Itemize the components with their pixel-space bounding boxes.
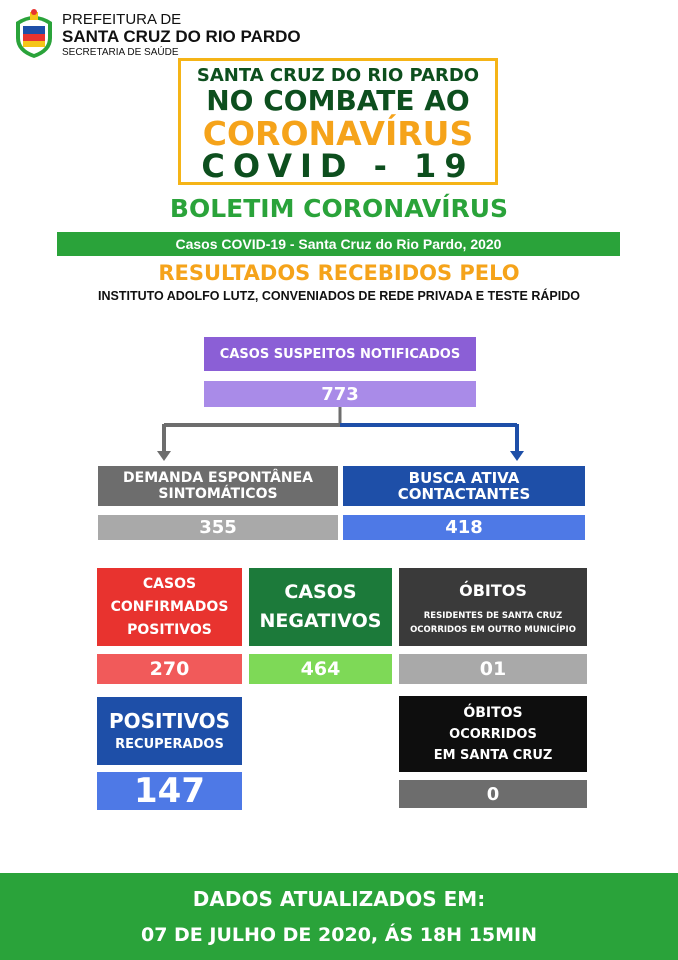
- confirmed-card: [97, 568, 242, 646]
- campaign-title-box: [178, 58, 498, 185]
- title-coronavirus: CORONAVÍRUS: [202, 114, 474, 153]
- deaths-local-card: [399, 696, 587, 772]
- header-secretaria: SECRETARIA DE SAÚDE: [62, 47, 179, 58]
- deaths-other-card: [399, 568, 587, 646]
- header-prefeitura: PREFEITURA DE: [62, 11, 182, 28]
- negative-line2: NEGATIVOS: [259, 610, 382, 632]
- title-covid: COVID - 19: [201, 147, 475, 185]
- deaths-other-line1: ÓBITOS: [459, 580, 527, 600]
- footer-updated-label: DADOS ATUALIZADOS EM:: [192, 886, 486, 911]
- suspects-label: CASOS SUSPEITOS NOTIFICADOS: [204, 337, 476, 371]
- results-subtitle: INSTITUTO ADOLFO LUTZ, CONVENIADOS DE REDE PRIVADA E TESTE RÁPIDO: [98, 289, 580, 303]
- coat-of-arms-icon: [12, 8, 56, 60]
- deaths-local-line3: EM SANTA CRUZ: [433, 747, 553, 763]
- confirmed-value: 270: [97, 654, 242, 684]
- active-search-line2: CONTACTANTES: [397, 485, 531, 503]
- deaths-other-value: 01: [399, 654, 587, 684]
- spontaneous-line1: DEMANDA ESPONTÂNEA: [123, 470, 313, 486]
- deaths-other-line3: OCORRIDOS EM OUTRO MUNICÍPIO: [410, 624, 576, 635]
- header-city: SANTA CRUZ DO RIO PARDO: [62, 27, 301, 46]
- cases-banner: Casos COVID-19 - Santa Cruz do Rio Pardo, 2020: [57, 232, 620, 256]
- spontaneous-line2: SINTOMÁTICOS: [158, 486, 278, 502]
- negative-card: [249, 568, 392, 646]
- active-search-line1: BUSCA ATIVA: [408, 469, 520, 487]
- spontaneous-card: [98, 466, 338, 506]
- results-title: RESULTADOS RECEBIDOS PELO: [158, 261, 520, 285]
- recovered-card: [97, 697, 242, 765]
- title-combat: NO COMBATE AO: [206, 84, 470, 117]
- split-arrows: [150, 405, 530, 465]
- footer-updated-date: 07 DE JULHO DE 2020, ÁS 18H 15MIN: [140, 923, 538, 946]
- deaths-other-line2: RESIDENTES DE SANTA CRUZ: [423, 610, 563, 621]
- deaths-local-line1: ÓBITOS: [463, 704, 523, 721]
- title-city: SANTA CRUZ DO RIO PARDO: [196, 65, 480, 86]
- active-search-card: [343, 466, 585, 506]
- confirmed-line1: CASOS: [142, 575, 197, 592]
- active-search-value: 418: [343, 515, 585, 540]
- recovered-value: 147: [97, 772, 242, 810]
- confirmed-line3: POSITIVOS: [127, 621, 212, 638]
- negative-line1: CASOS: [284, 581, 357, 603]
- confirmed-line2: CONFIRMADOS: [110, 598, 229, 615]
- recovered-line1: POSITIVOS: [108, 709, 231, 733]
- deaths-local-value: 0: [399, 780, 587, 808]
- bulletin-title: BOLETIM CORONAVÍRUS: [169, 193, 509, 223]
- spontaneous-value: 355: [98, 515, 338, 540]
- suspects-value: 773: [204, 381, 476, 407]
- recovered-line2: RECUPERADOS: [115, 737, 224, 752]
- negative-value: 464: [249, 654, 392, 684]
- footer-banner: [0, 873, 678, 960]
- deaths-local-line2: OCORRIDOS: [449, 726, 537, 742]
